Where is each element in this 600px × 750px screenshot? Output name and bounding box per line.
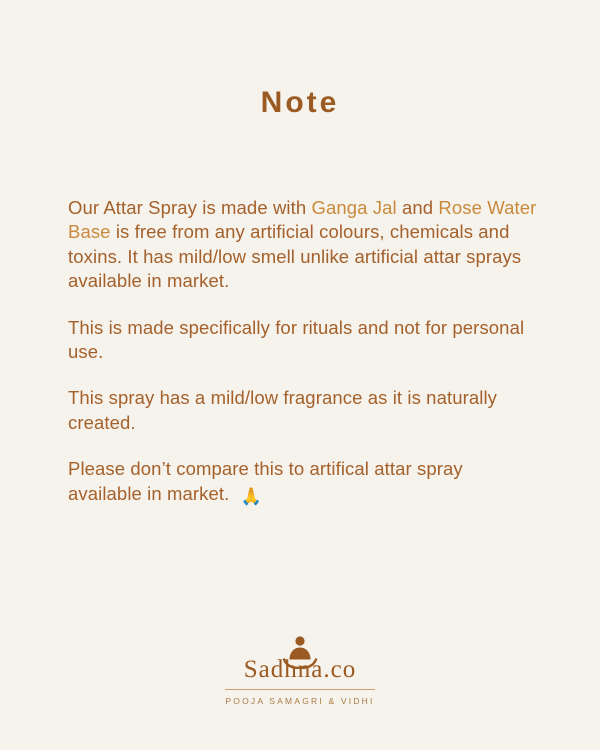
- text-segment: Please don’t compare this to artifical attar spray available in market.: [68, 458, 463, 504]
- text-segment-highlight: Rose Water Base: [68, 197, 537, 243]
- paragraph-2: [68, 316, 538, 365]
- text-segment-highlight: Ganga Jal: [311, 197, 397, 218]
- brand-divider: [225, 689, 375, 690]
- brand-name: Sadhna.co: [243, 656, 357, 683]
- text-segment: is free from any artificial colours, chemicals and toxins. It has mild/low smell unlike artificial attar sprays available in market.: [68, 221, 522, 292]
- paragraph-1: [68, 196, 538, 294]
- text-segment: and: [396, 197, 439, 218]
- paragraph-4: [68, 457, 538, 508]
- brand-footer: [0, 635, 600, 706]
- paragraph-3: [68, 386, 538, 435]
- folded-hands-icon: 🙏: [240, 486, 262, 506]
- note-body: [68, 196, 538, 508]
- text-segment: This is made specifically for rituals and not for personal use.: [68, 316, 525, 363]
- text-segment: This spray has a mild/low fragrance as it is naturally created.: [68, 387, 498, 433]
- text-segment: Our Attar Spray is made with: [68, 197, 312, 218]
- page-title: Note: [260, 86, 340, 119]
- brand-tagline: POOJA SAMAGRI & VIDHI: [225, 696, 375, 706]
